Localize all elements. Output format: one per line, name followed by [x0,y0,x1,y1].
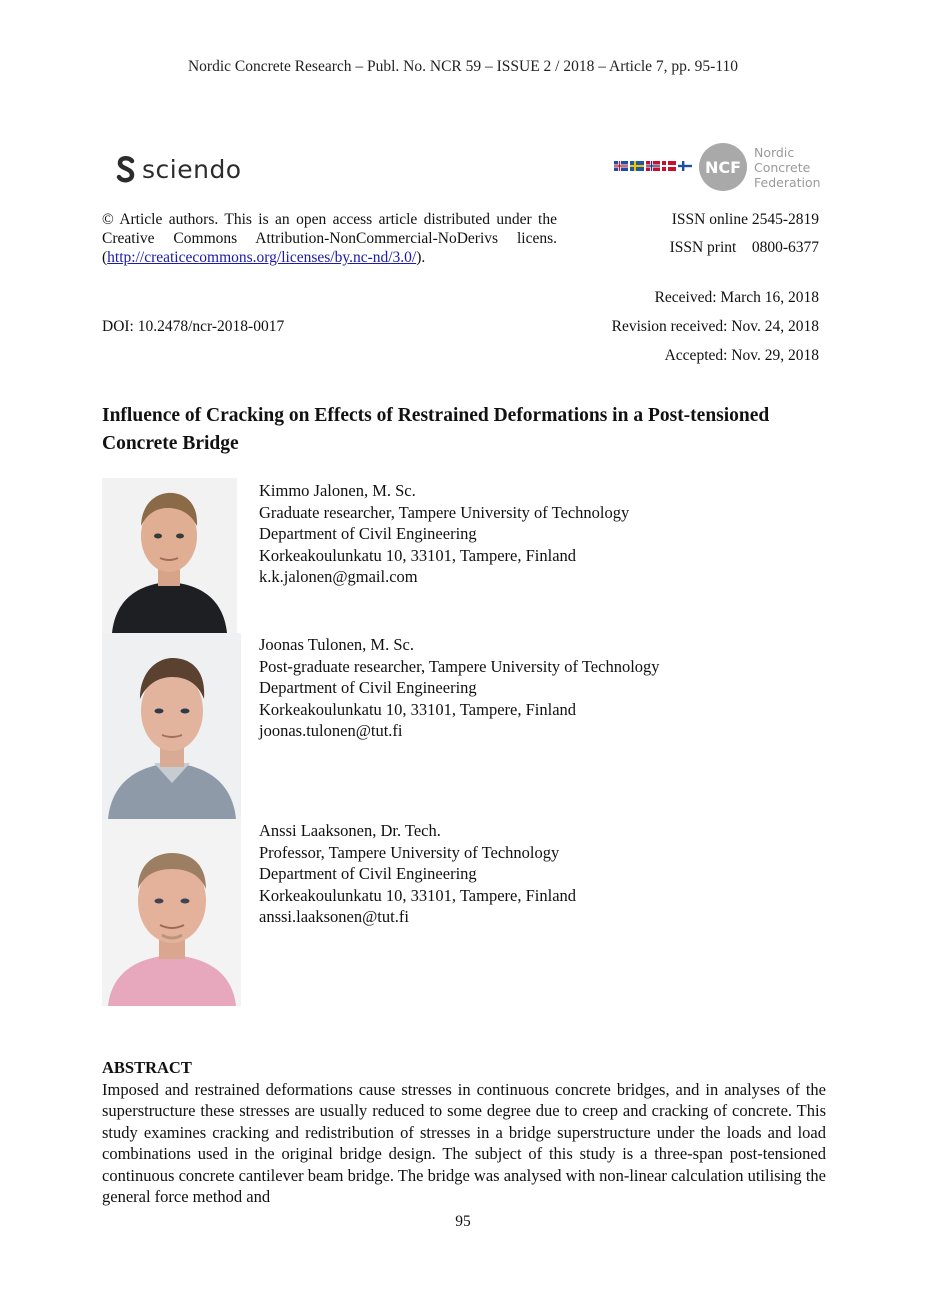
ncf-wordmark [754,145,821,190]
ncf-abbrev: NCF [704,158,742,177]
author-position: Graduate researcher, Tampere University of Technology [259,502,630,522]
author-block [259,820,576,928]
author-department: Department of Civil Engineering [259,678,477,697]
abstract [102,1057,826,1208]
author-photo [102,633,241,819]
author-name: Kimmo Jalonen, M. Sc. [259,481,416,500]
author-portrait-icon [102,819,241,1006]
received-date: Received: March 16, 2018 [654,289,819,306]
sciendo-s-icon [116,155,136,183]
issn-online: ISSN online 2545-2819 [671,211,819,228]
ncf-line: Nordic [754,144,795,160]
author-photo [102,819,241,1006]
author-email[interactable]: anssi.laaksonen@tut.fi [259,907,409,926]
author-name: Anssi Laaksonen, Dr. Tech. [259,821,441,840]
sciendo-wordmark: sciendo [142,154,242,184]
page-number: 95 [455,1213,471,1230]
author-position: Professor, Tampere University of Technology [259,842,560,862]
article-title: Influence of Cracking on Effects of Restrained Deformations in a Post-tensioned Concrete Bridge [102,405,770,454]
issn-block [600,210,819,257]
nordic-flags [614,161,692,171]
license-link[interactable]: http://creaticecommons.org/licenses/by.nc-nd/3.0/ [107,249,417,266]
license-text: © Article authors. This is an open access article distributed under the Creative Commons Attribution-NonCommercial-NoDerivs licens. ( [102,211,557,266]
author-name: Joonas Tulonen, M. Sc. [259,635,414,654]
author-portrait-icon [102,633,241,819]
license-suffix: ). [416,249,426,266]
author-address: Korkeakoulunkatu 10, 33101, Tampere, Finland [259,545,577,565]
ncf-circle-icon [698,142,748,192]
license-notice [102,210,557,267]
flag-sweden-icon [630,161,644,171]
ncf-line: Federation [754,174,821,190]
issn-print: ISSN print 0800-6377 [669,239,819,256]
author-position: Post-graduate researcher, Tampere University of Technology [259,656,660,676]
ncf-line: Concrete [754,159,811,175]
running-head: Nordic Concrete Research – Publ. No. NCR 59 – ISSUE 2 / 2018 – Article 7, pp. 95-110 [187,58,739,75]
ncf-logo [698,142,821,192]
flag-norway-icon [646,161,660,171]
author-department: Department of Civil Engineering [259,524,477,543]
author-address: Korkeakoulunkatu 10, 33101, Tampere, Finland [259,699,577,719]
article-dates [560,283,819,370]
author-photo [102,478,237,633]
flag-denmark-icon [662,161,676,171]
doi: DOI: 10.2478/ncr-2018-0017 [102,318,285,335]
revision-date: Revision received: Nov. 24, 2018 [611,318,819,335]
abstract-text: Imposed and restrained deformations cause stresses in continuous concrete bridges, and in analyses of the superstructure these stresses are usually reduced to some degree due to creep and cracking of concrete. This study examines cracking and redistribution of stresses in a bridge superstructure under the loads and load combinations used in the original bridge design. The subject of this study is a three-span post-tensioned continuous concrete cantilever beam bridge. The bridge was analysed with non-linear calculation utilising the general force method and [102,1079,826,1206]
flag-iceland-icon [614,161,628,171]
flag-finland-icon [678,161,692,171]
author-block [259,634,660,742]
abstract-heading: ABSTRACT [102,1058,192,1077]
author-email[interactable]: k.k.jalonen@gmail.com [259,567,418,586]
author-email[interactable]: joonas.tulonen@tut.fi [259,721,403,740]
author-address: Korkeakoulunkatu 10, 33101, Tampere, Finland [259,885,577,905]
author-portrait-icon [102,478,237,633]
accepted-date: Accepted: Nov. 29, 2018 [664,347,819,364]
author-block [259,480,629,588]
sciendo-logo [116,152,242,186]
author-department: Department of Civil Engineering [259,864,477,883]
